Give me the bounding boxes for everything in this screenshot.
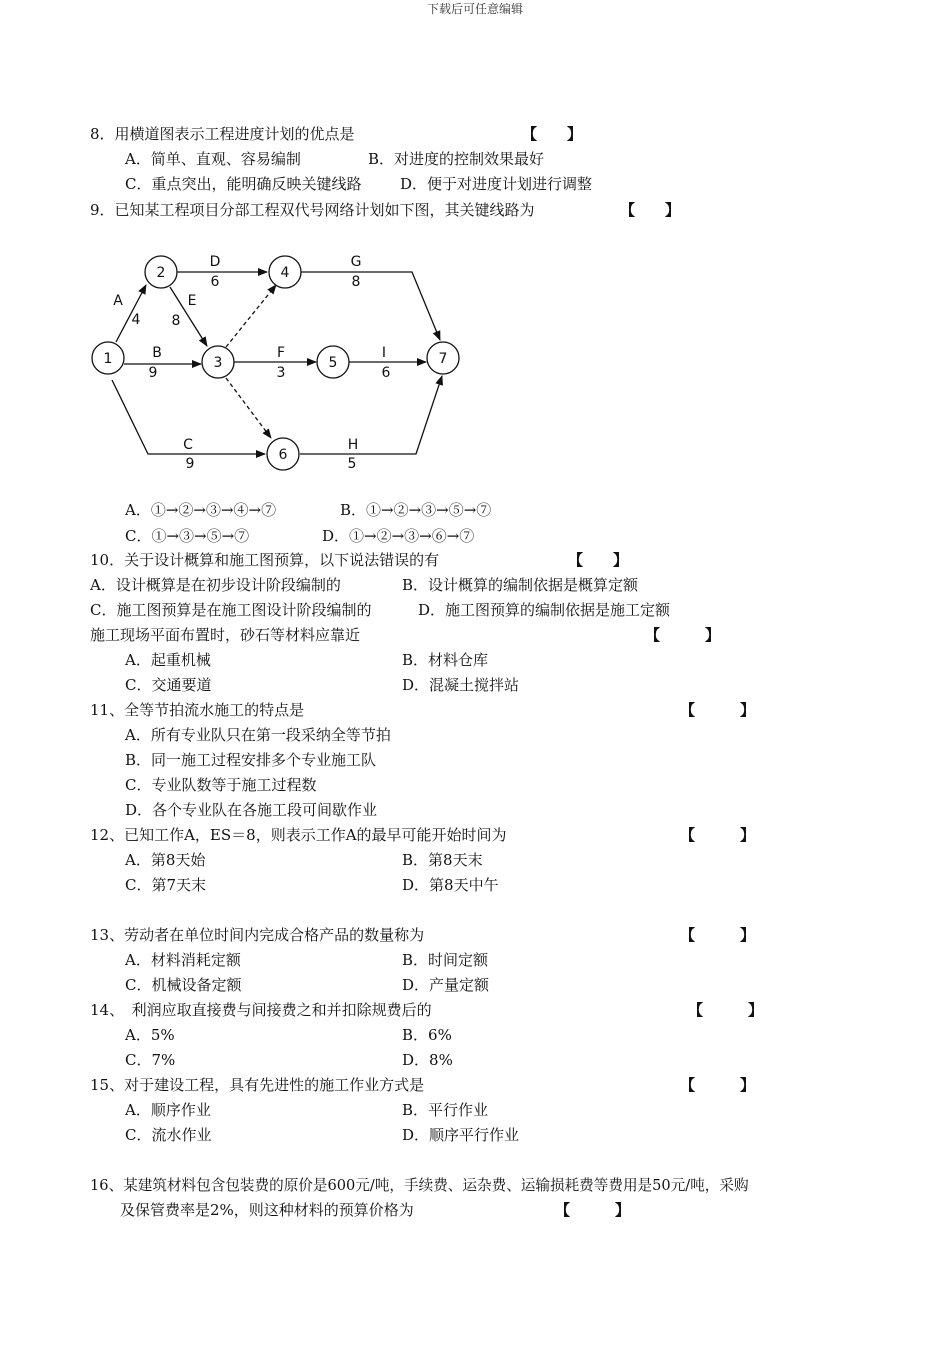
activity-d-name: D bbox=[209, 254, 221, 270]
activity-c-name: C bbox=[183, 437, 193, 453]
q11-option-d: D．各个专业队在各施工段可间歇作业 bbox=[125, 801, 378, 819]
site-layout-stem: 施工现场平面布置时，砂石等材料应靠近 bbox=[90, 626, 361, 644]
node-3-label: 3 bbox=[213, 355, 223, 371]
activity-b-duration: 9 bbox=[148, 365, 158, 381]
q14-answer-bracket: 【 】 bbox=[688, 1001, 764, 1019]
activity-g-name: G bbox=[350, 254, 362, 270]
q15-option-d: D．顺序平行作业 bbox=[402, 1126, 520, 1144]
site-layout-option-d: D．混凝土搅拌站 bbox=[402, 676, 520, 694]
q15-option-a: A．顺序作业 bbox=[125, 1101, 211, 1119]
q13-option-c: C．机械设备定额 bbox=[125, 976, 242, 994]
node-5-label: 5 bbox=[328, 355, 338, 371]
activity-a-name: A bbox=[113, 293, 123, 309]
q11-option-a: A．所有专业队只在第一段采纳全等节拍 bbox=[125, 726, 391, 744]
node-2-label: 2 bbox=[156, 265, 166, 281]
q15-answer-bracket: 【 】 bbox=[680, 1076, 756, 1094]
q11-option-c: C．专业队数等于施工过程数 bbox=[125, 776, 317, 794]
q12-option-a: A．第8天始 bbox=[125, 851, 206, 869]
q12-option-d: D．第8天中午 bbox=[402, 876, 499, 894]
q10-option-c: C．施工图预算是在施工图设计阶段编制的 bbox=[90, 601, 372, 619]
q15-option-c: C．流水作业 bbox=[125, 1126, 212, 1144]
q13-answer-bracket: 【 】 bbox=[680, 926, 756, 944]
q13-option-d: D．产量定额 bbox=[402, 976, 490, 994]
q9-option-c: C．①→③→⑤→⑦ bbox=[125, 527, 250, 545]
activity-e-duration: 8 bbox=[171, 313, 181, 329]
page-header: 下载后可任意编辑 bbox=[426, 2, 523, 16]
q9-option-b: B．①→②→③→⑤→⑦ bbox=[340, 501, 492, 519]
q10-option-d: D．施工图预算的编制依据是施工定额 bbox=[418, 601, 671, 619]
site-layout-option-b: B．材料仓库 bbox=[402, 651, 489, 669]
q11-stem: 11、全等节拍流水施工的特点是 bbox=[90, 701, 305, 719]
activity-c-duration: 9 bbox=[185, 456, 195, 472]
node-1-label: 1 bbox=[103, 351, 113, 367]
activity-i-duration: 6 bbox=[381, 365, 391, 381]
dummy-3-4-arrow bbox=[226, 285, 276, 347]
site-layout-option-c: C．交通要道 bbox=[125, 676, 212, 694]
site-layout-answer-bracket: 【 】 bbox=[645, 626, 721, 644]
activity-g-arrow bbox=[301, 272, 440, 340]
q13-stem: 13、劳动者在单位时间内完成合格产品的数量称为 bbox=[90, 926, 425, 944]
activity-b-name: B bbox=[152, 345, 162, 361]
q15-option-b: B．平行作业 bbox=[402, 1101, 489, 1119]
q8-option-b: B．对进度的控制效果最好 bbox=[368, 150, 545, 168]
q9-option-a: A．①→②→③→④→⑦ bbox=[125, 501, 277, 519]
q8-option-a: A．简单、直观、容易编制 bbox=[125, 150, 301, 168]
activity-g-duration: 8 bbox=[351, 274, 361, 290]
q9-stem: 9．已知某工程项目分部工程双代号网络计划如下图，其关键线路为 bbox=[90, 201, 535, 219]
node-6-label: 6 bbox=[278, 447, 288, 463]
q16-stem-line2: 及保管费率是2%，则这种材料的预算价格为 bbox=[120, 1201, 414, 1219]
activity-f-duration: 3 bbox=[276, 365, 286, 381]
activity-d-duration: 6 bbox=[210, 274, 220, 290]
q16-answer-bracket: 【 】 bbox=[555, 1201, 631, 1219]
q8-option-c: C．重点突出，能明确反映关键线路 bbox=[125, 175, 362, 193]
q13-option-b: B．时间定额 bbox=[402, 951, 489, 969]
q12-option-c: C．第7天末 bbox=[125, 876, 207, 894]
dummy-3-6-arrow bbox=[226, 378, 271, 438]
q10-stem: 10．关于设计概算和施工图预算，以下说法错误的有 bbox=[90, 551, 440, 569]
q16-stem-line1: 16、某建筑材料包含包装费的原价是600元/吨，手续费、运杂费、运输损耗费等费用是50元/吨，采购 bbox=[90, 1177, 749, 1194]
q11-answer-bracket: 【 】 bbox=[680, 701, 756, 719]
activity-h-arrow bbox=[300, 376, 442, 454]
q15-stem: 15、对于建设工程，具有先进性的施工作业方式是 bbox=[90, 1076, 425, 1094]
q10-option-a: A．设计概算是在初步设计阶段编制的 bbox=[90, 576, 341, 594]
q14-stem: 14、 利润应取直接费与间接费之和并扣除规费后的 bbox=[90, 1001, 432, 1019]
q14-option-b: B．6% bbox=[402, 1026, 452, 1044]
activity-i-name: I bbox=[381, 345, 387, 361]
q14-option-a: A．5% bbox=[125, 1026, 175, 1044]
activity-h-duration: 5 bbox=[347, 456, 357, 472]
q12-answer-bracket: 【 】 bbox=[680, 826, 756, 844]
node-4-label: 4 bbox=[280, 265, 290, 281]
q9-answer-bracket: 【 】 bbox=[620, 201, 681, 219]
q14-option-c: C．7% bbox=[125, 1051, 176, 1069]
site-layout-option-a: A．起重机械 bbox=[125, 651, 211, 669]
q8-option-d: D．便于对进度计划进行调整 bbox=[400, 175, 593, 193]
q10-answer-bracket: 【 】 bbox=[568, 551, 629, 569]
q14-option-d: D．8% bbox=[402, 1051, 453, 1069]
q10-option-b: B．设计概算的编制依据是概算定额 bbox=[402, 576, 639, 594]
q8-answer-bracket: 【 】 bbox=[522, 125, 583, 143]
q8-stem: 8．用横道图表示工程进度计划的优点是 bbox=[90, 125, 355, 143]
network-diagram bbox=[0, 0, 950, 500]
q9-option-d: D．①→②→③→⑥→⑦ bbox=[322, 527, 475, 545]
q12-option-b: B．第8天末 bbox=[402, 851, 483, 869]
q11-option-b: B．同一施工过程安排多个专业施工队 bbox=[125, 751, 377, 769]
activity-a-duration: 4 bbox=[131, 312, 141, 328]
activity-e-name: E bbox=[187, 293, 197, 309]
activity-f-name: F bbox=[276, 345, 286, 361]
q12-stem: 12、已知工作A，ES＝8，则表示工作A的最早可能开始时间为 bbox=[90, 826, 507, 844]
activity-h-name: H bbox=[347, 437, 359, 453]
node-7-label: 7 bbox=[438, 351, 448, 367]
q13-option-a: A．材料消耗定额 bbox=[125, 951, 241, 969]
